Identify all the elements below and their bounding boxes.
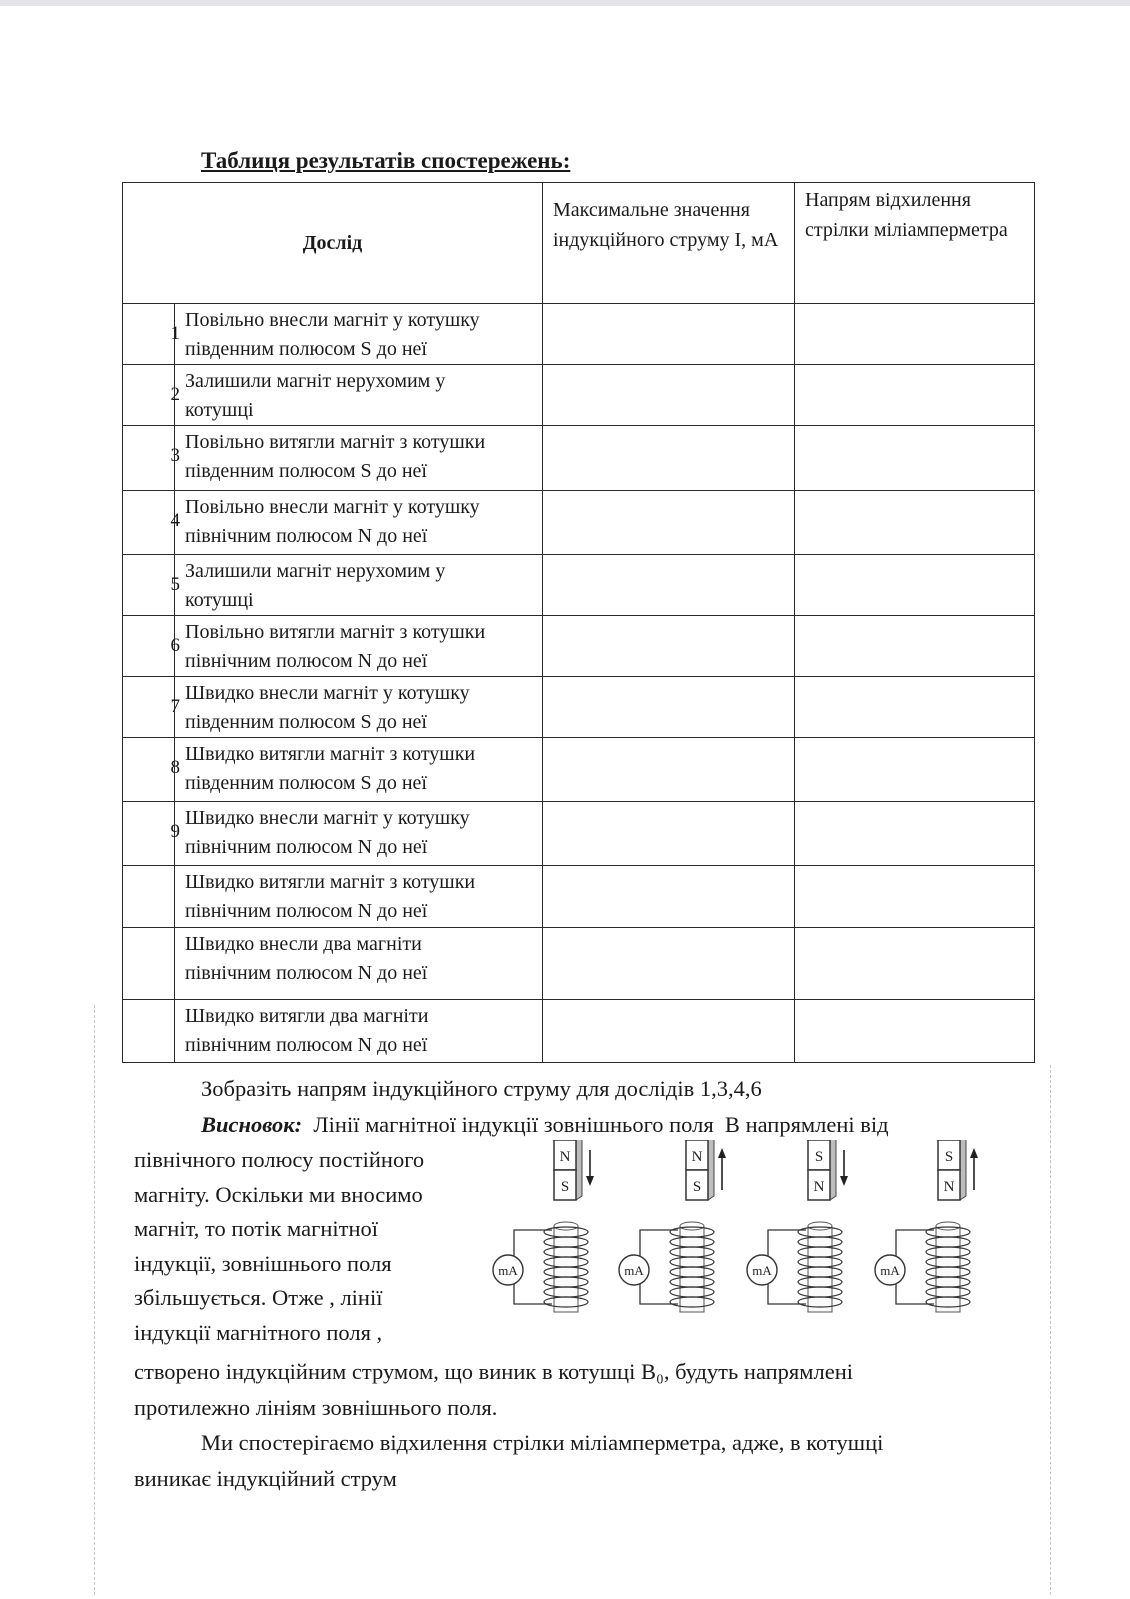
table-row xyxy=(123,426,1035,491)
description-line: Повільно витягли магніт з котушки xyxy=(185,621,486,643)
row-number-cell xyxy=(123,677,180,738)
coil-core-top xyxy=(680,1222,704,1230)
table-row xyxy=(123,616,1035,677)
conclusion-text: Лінії магнітної індукції зовнішнього поля B напрямлені від xyxy=(302,1112,889,1137)
pole-label-top: N xyxy=(691,1149,703,1165)
description-line: південним полюсом S до неї xyxy=(185,772,427,794)
row-description xyxy=(175,426,543,491)
description-line: північним полюсом N до неї xyxy=(185,900,428,922)
cont-line: протилежно лініям зовнішнього поля. xyxy=(134,1395,498,1420)
table-header-row xyxy=(123,183,1035,304)
max-current-cell[interactable] xyxy=(543,928,795,1000)
row-number: 1 xyxy=(170,323,180,344)
description-line: північним полюсом N до неї xyxy=(185,962,428,984)
arrow-up-icon xyxy=(718,1148,726,1190)
deflection-cell[interactable] xyxy=(795,426,1035,491)
table-row xyxy=(123,555,1035,616)
row-number: 4 xyxy=(170,510,180,531)
max-current-cell[interactable] xyxy=(543,802,795,866)
pole-label-top: S xyxy=(814,1149,824,1165)
row-number-cell xyxy=(123,555,180,616)
description-line: Швидко витягли магніт з котушки xyxy=(185,871,476,893)
row-description xyxy=(175,738,543,802)
description-line: Повільно внесли магніт у котушку xyxy=(185,309,480,331)
coil-core-top xyxy=(808,1222,832,1230)
description-line: Швидко внесли два магніти xyxy=(185,933,422,955)
table-row xyxy=(123,738,1035,802)
deflection-cell[interactable] xyxy=(795,365,1035,426)
description-line: Швидко витягли два магніти xyxy=(185,1005,429,1027)
table-row xyxy=(123,365,1035,426)
description-line: Швидко внесли магніт у котушку xyxy=(185,682,470,704)
side-line: індукції магнітного поля , xyxy=(134,1319,383,1345)
magnet-coil-diagram xyxy=(488,1140,1008,1330)
deflection-cell[interactable] xyxy=(795,491,1035,555)
conclusion-label: Висновок: xyxy=(201,1112,303,1137)
row-number: 3 xyxy=(170,445,180,466)
row-number-cell xyxy=(123,304,180,365)
max-current-cell[interactable] xyxy=(543,1000,795,1063)
pole-label-bottom: N xyxy=(943,1179,955,1195)
row-description xyxy=(175,1000,543,1063)
coil-circuit xyxy=(619,1222,714,1312)
description-line: котушці xyxy=(185,589,254,611)
conclusion-line xyxy=(201,1108,889,1142)
deflection-cell[interactable] xyxy=(795,616,1035,677)
description-line: Повільно внесли магніт у котушку xyxy=(185,496,480,518)
row-description xyxy=(175,304,543,365)
row-number-cell xyxy=(123,928,175,1000)
row-number-cell xyxy=(123,866,175,928)
header-deflection: Напрям відхилення стрілки міліамперметра xyxy=(795,183,1035,304)
description-line: північним полюсом N до неї xyxy=(185,1034,428,1056)
max-current-cell[interactable] xyxy=(543,491,795,555)
max-current-cell[interactable] xyxy=(543,426,795,491)
description-line: південним полюсом S до неї xyxy=(185,711,427,733)
bar-magnet xyxy=(938,1140,978,1200)
coil-core-top xyxy=(936,1222,960,1230)
coil-core xyxy=(936,1226,960,1312)
row-description xyxy=(175,677,543,738)
description-line: північним полюсом N до неї xyxy=(185,525,428,547)
coil-core xyxy=(554,1226,578,1312)
table-row xyxy=(123,1000,1035,1063)
page-edge-dashed-right xyxy=(1050,1065,1051,1595)
row-number-cell xyxy=(123,1000,175,1063)
side-line: магніту. Оскільки ми вносимо xyxy=(134,1181,423,1207)
max-current-cell[interactable] xyxy=(543,365,795,426)
meter-label: mA xyxy=(880,1263,900,1278)
row-number-cell xyxy=(123,365,180,426)
row-description xyxy=(175,365,543,426)
coil-circuit xyxy=(493,1222,588,1312)
magnet-side xyxy=(708,1140,714,1200)
deflection-cell[interactable] xyxy=(795,802,1035,866)
bar-magnet xyxy=(808,1140,848,1200)
max-current-cell[interactable] xyxy=(543,738,795,802)
row-number: 9 xyxy=(170,821,180,842)
observation-line-2: виникає індукційний струм xyxy=(134,1466,397,1491)
magnet-side xyxy=(576,1140,582,1200)
side-line: збільшується. Отже , лінії xyxy=(134,1285,383,1310)
magnet-side xyxy=(830,1140,836,1200)
side-line: індукції, зовнішнього поля xyxy=(134,1250,392,1276)
table-row xyxy=(123,677,1035,738)
row-number: 2 xyxy=(170,384,180,405)
results-table xyxy=(122,182,1035,1063)
bar-magnet xyxy=(686,1140,726,1200)
description-line: північним полюсом N до неї xyxy=(185,836,428,858)
row-description xyxy=(175,802,543,866)
max-current-cell[interactable] xyxy=(543,616,795,677)
deflection-cell[interactable] xyxy=(795,866,1035,928)
page-edge-dashed-left xyxy=(94,1005,95,1595)
task-instruction: Зобразіть напрям індукційного струму для дослідів 1,3,4,6 xyxy=(201,1076,762,1101)
coil-core xyxy=(808,1226,832,1312)
arrow-down-icon xyxy=(840,1150,848,1186)
row-description xyxy=(175,555,543,616)
magnet-side xyxy=(960,1140,966,1200)
side-line: магніт, то потік магнітної xyxy=(134,1216,378,1241)
meter-label: mA xyxy=(498,1263,518,1278)
table-row xyxy=(123,491,1035,555)
arrow-down-icon xyxy=(586,1150,594,1186)
row-number-cell xyxy=(123,491,180,555)
table-title: Таблиця результатів спостережень: xyxy=(201,148,571,173)
pole-label-bottom: S xyxy=(692,1179,702,1195)
max-current-cell[interactable] xyxy=(543,866,795,928)
max-current-cell[interactable] xyxy=(543,677,795,738)
description-line: південним полюсом S до неї xyxy=(185,460,427,482)
table-row xyxy=(123,802,1035,866)
meter-label: mA xyxy=(752,1263,772,1278)
pole-label-bottom: N xyxy=(813,1179,825,1195)
deflection-cell[interactable] xyxy=(795,738,1035,802)
description-line: Швидко витягли магніт з котушки xyxy=(185,743,476,765)
row-description xyxy=(175,491,543,555)
description-line: Залишили магніт нерухомим у xyxy=(185,560,446,582)
pole-label-top: S xyxy=(944,1149,954,1165)
arrow-up-icon xyxy=(970,1148,978,1190)
table-body xyxy=(123,304,1035,1063)
deflection-cell[interactable] xyxy=(795,1000,1035,1063)
conclusion-continuation xyxy=(134,1354,853,1426)
description-line: Повільно витягли магніт з котушки xyxy=(185,431,486,453)
deflection-cell[interactable] xyxy=(795,304,1035,365)
row-number-cell xyxy=(123,738,180,802)
table-row xyxy=(123,304,1035,365)
header-experiment: Дослід xyxy=(123,183,543,304)
deflection-cell[interactable] xyxy=(795,555,1035,616)
side-line: північного полюсу постійного xyxy=(134,1147,425,1172)
conclusion-side-text xyxy=(134,1143,424,1350)
viewer-top-bar xyxy=(0,0,1130,6)
description-line: Швидко внесли магніт у котушку xyxy=(185,807,470,829)
row-number: 8 xyxy=(170,757,180,778)
coil-core-top xyxy=(554,1222,578,1230)
row-number-cell xyxy=(123,802,180,866)
max-current-cell[interactable] xyxy=(543,555,795,616)
description-line: Залишили магніт нерухомим у xyxy=(185,370,446,392)
row-number-cell xyxy=(123,616,180,677)
coil-core xyxy=(680,1226,704,1312)
coil-circuit xyxy=(875,1222,970,1312)
row-number-cell xyxy=(123,426,180,491)
observation-line: Ми спостерігаємо відхилення стрілки міліамперметра, адже, в котушці xyxy=(201,1430,884,1455)
coil-circuit xyxy=(747,1222,842,1312)
row-description xyxy=(175,866,543,928)
table-row xyxy=(123,866,1035,928)
header-max-current: Максимальне значення індукційного струму I, мА xyxy=(543,183,795,304)
cont-line: створено індукційним струмом, що виник в котушці B₀, будуть напрямлені xyxy=(134,1359,854,1384)
description-line: котушці xyxy=(185,399,254,421)
row-number: 6 xyxy=(170,635,180,656)
meter-label: mA xyxy=(624,1263,644,1278)
row-number: 5 xyxy=(170,574,180,595)
table-row xyxy=(123,928,1035,1000)
description-line: північним полюсом N до неї xyxy=(185,650,428,672)
deflection-cell[interactable] xyxy=(795,677,1035,738)
description-line: південним полюсом S до неї xyxy=(185,338,427,360)
row-description xyxy=(175,616,543,677)
max-current-cell[interactable] xyxy=(543,304,795,365)
bar-magnet xyxy=(554,1140,594,1200)
row-number: 7 xyxy=(170,696,180,717)
pole-label-top: N xyxy=(559,1149,571,1165)
row-description xyxy=(175,928,543,1000)
pole-label-bottom: S xyxy=(560,1179,570,1195)
deflection-cell[interactable] xyxy=(795,928,1035,1000)
